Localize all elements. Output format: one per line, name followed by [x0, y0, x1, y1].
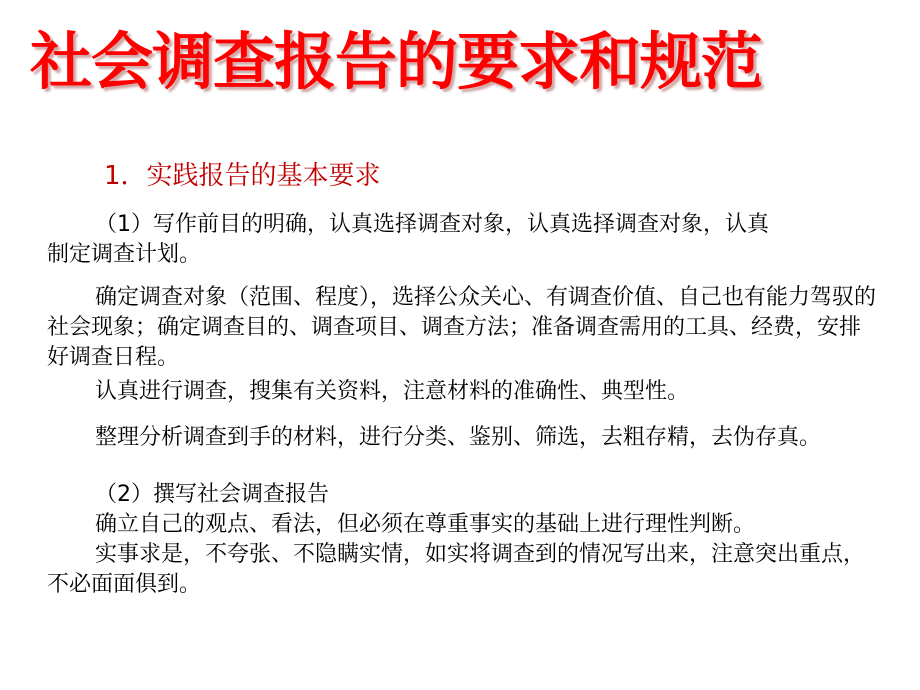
- subsection-2-heading: （2）撰写社会调查报告: [95, 482, 329, 507]
- paragraph-organize-material: 整理分析调查到手的材料，进行分类、鉴别、筛选，去粗存精，去伪存真。: [95, 425, 822, 450]
- paragraph-conduct-survey: 认真进行调查，搜集有关资料，注意材料的准确性、典型性。: [95, 379, 690, 404]
- section-heading: 1．实践报告的基本要求: [104, 161, 381, 191]
- paragraph-determine-object: 确定调查对象（范围、程度），选择公众关心、有调查价值、自己也有能力驾驭的社会现象；确定调查目的、调查项目、调查方法；准备调查需用的工具、经费，安排好调查日程。: [47, 285, 877, 370]
- subsection-1-line-1: （1）写作前目的明确，认真选择调查对象，认真选择调查对象，认真: [95, 212, 769, 237]
- paragraph-establish-view: 确立自己的观点、看法，但必须在尊重事实的基础上进行理性判断。: [95, 512, 756, 537]
- slide-title: 社会调查报告的要求和规范: [30, 25, 763, 98]
- subsection-1-line-2: 制定调查计划。: [47, 242, 202, 267]
- paragraph-seek-truth: 实事求是，不夸张、不隐瞒实情，如实将调查到的情况写出来，注意突出重点，不必面面俱到。: [47, 542, 866, 597]
